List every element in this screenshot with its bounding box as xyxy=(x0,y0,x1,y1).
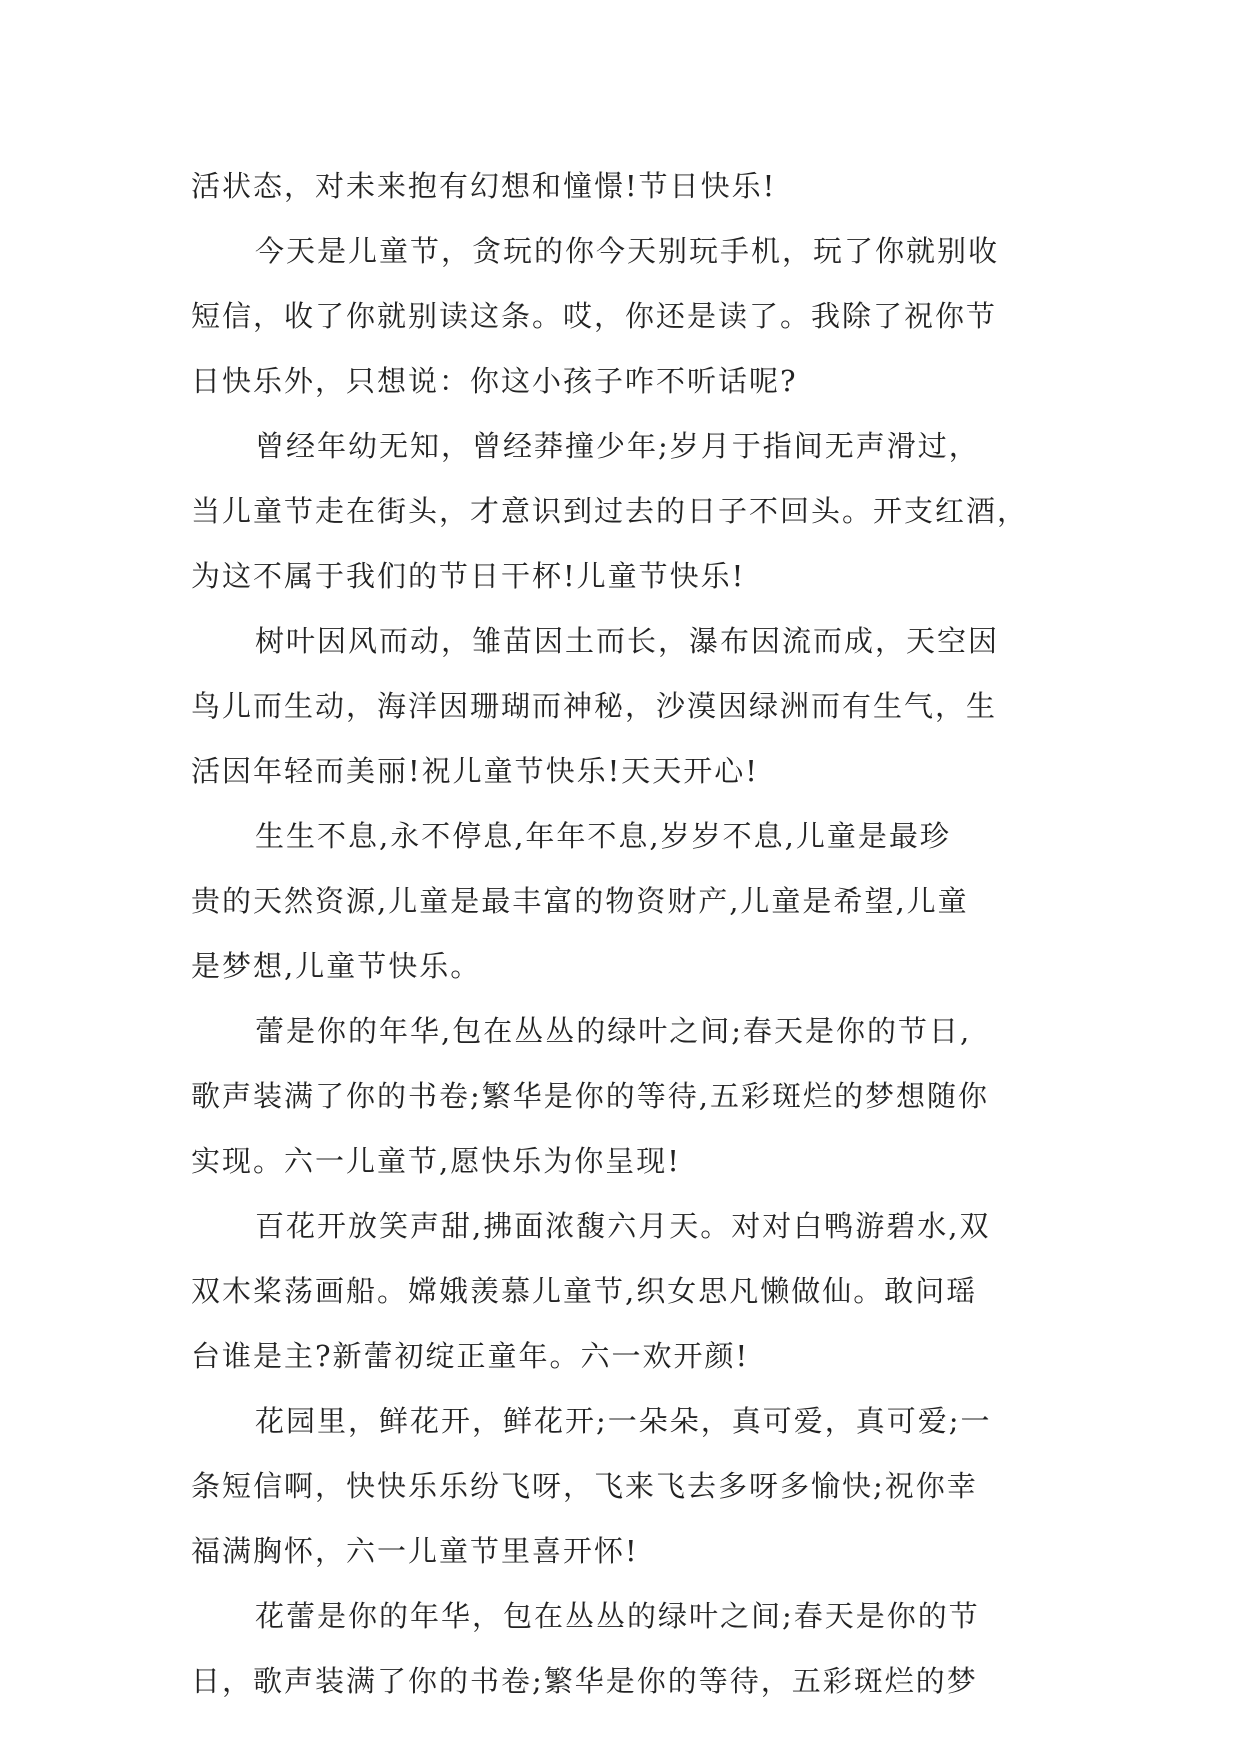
text-line: 贵的天然资源,儿童是最丰富的物资财产,儿童是希望,儿童 xyxy=(191,884,969,918)
text-line: 是梦想,儿童节快乐。 xyxy=(191,949,482,983)
paragraph-start-line: 蕾是你的年华,包在丛丛的绿叶之间;春天是你的节日, xyxy=(255,1014,972,1048)
text-line: 活因年轻而美丽!祝儿童节快乐!天天开心! xyxy=(191,754,759,788)
text-line: 为这不属于我们的节日干杯!儿童节快乐! xyxy=(191,559,746,593)
text-line: 当儿童节走在街头，才意识到过去的日子不回头。开支红酒， xyxy=(191,494,1029,528)
text-line: 福满胸怀，六一儿童节里喜开怀! xyxy=(191,1534,639,1568)
text-line: 短信，收了你就别读这条。哎，你还是读了。我除了祝你节 xyxy=(191,299,998,333)
text-line: 鸟儿而生动，海洋因珊瑚而神秘，沙漠因绿洲而有生气，生 xyxy=(191,689,998,723)
document-body xyxy=(191,154,1055,1714)
text-line: 双木桨荡画船。嫦娥羡慕儿童节,织女思凡懒做仙。敢问瑶 xyxy=(191,1274,978,1308)
paragraph-start-line: 百花开放笑声甜,拂面浓馥六月天。对对白鸭游碧水,双 xyxy=(255,1209,991,1243)
text-line: 台谁是主?新蕾初绽正童年。六一欢开颜! xyxy=(191,1339,750,1373)
paragraph-start-line: 曾经年幼无知，曾经莽撞少年;岁月于指间无声滑过， xyxy=(255,429,980,463)
paragraph-start-line: 花蕾是你的年华，包在丛丛的绿叶之间;春天是你的节 xyxy=(255,1599,980,1633)
text-line: 条短信啊，快快乐乐纷飞呀，飞来飞去多呀多愉快;祝你幸 xyxy=(191,1469,978,1503)
text-line: 日，歌声装满了你的书卷;繁华是你的等待，五彩斑烂的梦 xyxy=(191,1664,978,1698)
text-line: 实现。六一儿童节,愿快乐为你呈现! xyxy=(191,1144,681,1178)
text-line: 活状态，对未来抱有幻想和憧憬!节日快乐! xyxy=(191,169,777,203)
paragraph-start-line: 生生不息,永不停息,年年不息,岁岁不息,儿童是最珍 xyxy=(255,819,951,853)
paragraph-start-line: 今天是儿童节，贪玩的你今天别玩手机，玩了你就别收 xyxy=(255,234,1000,268)
text-line: 歌声装满了你的书卷;繁华是你的等待,五彩斑烂的梦想随你 xyxy=(191,1079,989,1113)
text-line: 日快乐外，只想说：你这小孩子咋不听话呢? xyxy=(191,364,798,398)
paragraph-start-line: 花园里，鲜花开，鲜花开;一朵朵，真可爱，真可爱;一 xyxy=(255,1404,992,1438)
paragraph-start-line: 树叶因风而动，雏苗因土而长，瀑布因流而成，天空因 xyxy=(255,624,1000,658)
